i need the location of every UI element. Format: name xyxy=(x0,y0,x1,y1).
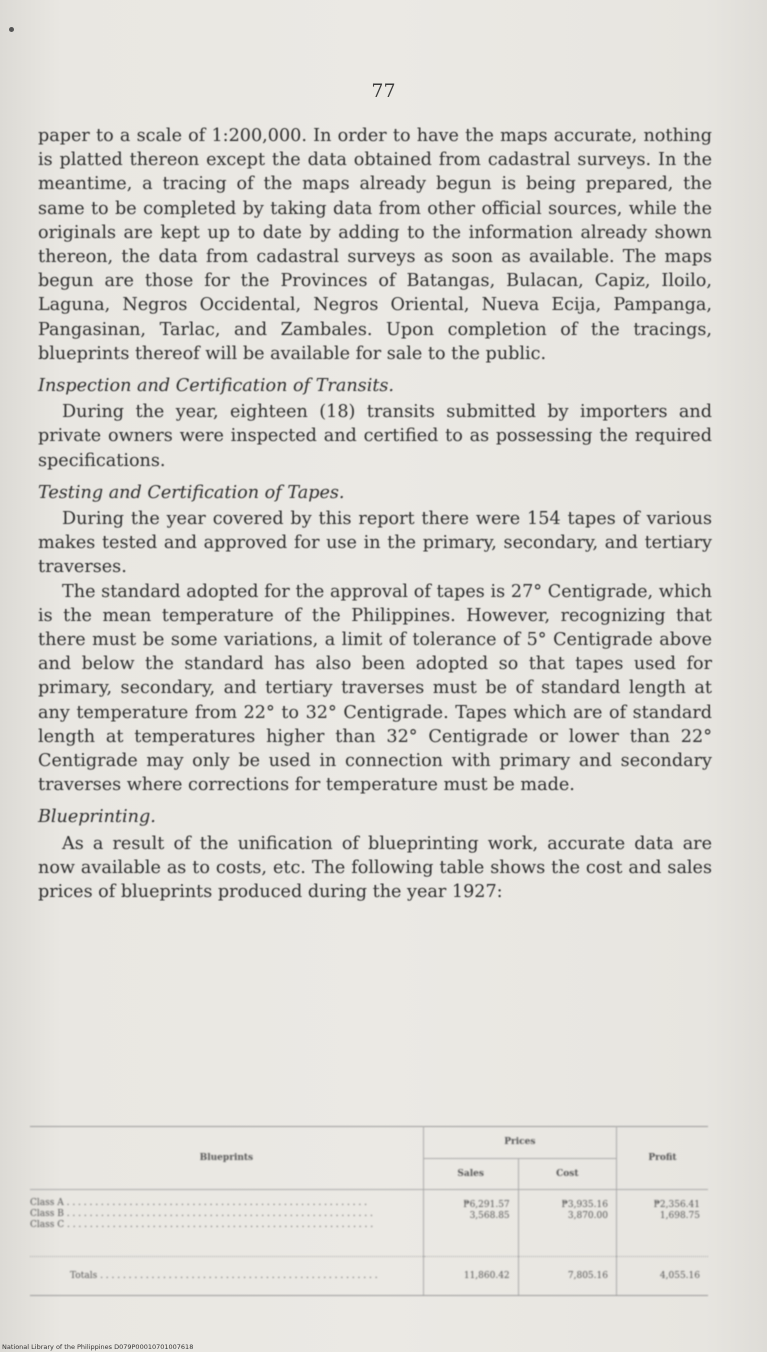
section-heading: Inspection and Certification of Transits. xyxy=(38,376,395,397)
row-label-class-b: Class B . . . . . . . . . . . . . . . . . . . . . . . . . . . . . . . . . . . . . . . . . . . . . . . . . . . . . . xyxy=(30,1209,373,1219)
header-blueprints: Blueprints xyxy=(30,1127,423,1190)
page-number: 77 xyxy=(371,80,396,102)
cell-sales-b: 3,568.85 xyxy=(469,1211,510,1221)
cell-cost-b: 3,870.00 xyxy=(567,1211,608,1221)
ink-speck xyxy=(9,27,14,32)
cell-profit-a: ₱2,356.41 xyxy=(653,1200,700,1210)
header-sales: Sales xyxy=(423,1158,518,1190)
header-profit: Profit xyxy=(648,1153,677,1163)
totals-row: Totals . . . . . . . . . . . . . . . . . . . . . . . . . . . . . . . . . . . . . . . . . . . . . . . . . 11,860.42 7,805.16 4,055.16 xyxy=(30,1257,708,1296)
total-profit: 4,055.16 xyxy=(616,1257,708,1296)
table-body-row xyxy=(30,1190,708,1257)
section-heading: Blueprinting. xyxy=(38,807,156,828)
paragraph: As a result of the unification of blueprinting work, accurate data are now available as to costs, etc. The following table shows the cost and sales prices of blueprints produced during the year 1927: xyxy=(38,833,712,903)
total-cost: 7,805.16 xyxy=(518,1257,616,1296)
total-sales: 11,860.42 xyxy=(423,1257,518,1296)
paragraph: The standard adopted for the approval of tapes is 27° Centigrade, which is the mean temperature of the Philippines. However, recognizing that there must be some variations, a limit of tolerance of 5° Centigrade above and below the standard has also been adopted so that tapes used for primary, secondary, and tertiary traverses must be of standard length at any temperature from 22° to 32° Centigrade. Tapes which are of standard length at temperatures higher than 32° Centigrade or lower than 22° Centigrade may only be used in connection with primary and secondary traverses where corrections for temperature must be made. xyxy=(38,581,712,796)
paragraph: paper to a scale of 1:200,000. In order to have the maps accurate, nothing is platted thereon except the data obtained from cadastral surveys. In the meantime, a tracing of the maps already begun is being prepared, the same to be completed by taking data from other official sources, while the originals are kept up to date by adding to the information already shown thereon, the data from cadastral surveys as soon as available. The maps begun are those for the Provinces of Batangas, Bulacan, Capiz, Iloilo, Laguna, Negros Occidental, Negros Oriental, Nueva Ecija, Pampanga, Pangasinan, Tarlac, and Zambales. Upon completion of the tracings, blueprints thereof will be available for sale to the public. xyxy=(38,126,712,364)
row-label-class-c: Class C . . . . . . . . . . . . . . . . . . . . . . . . . . . . . . . . . . . . . . . . . . . . . . . . . . . . . . xyxy=(30,1220,374,1230)
paragraph: During the year, eighteen (18) transits submitted by importers and private owners were inspected and certified to as possessing the required specifications. xyxy=(38,402,712,471)
cell-sales-a: ₱6,291.57 xyxy=(463,1200,510,1210)
totals-label: Totals xyxy=(70,1271,98,1281)
cell-profit-b: 1,698.75 xyxy=(659,1211,700,1221)
paragraph: During the year covered by this report there were 154 tapes of various makes tested and approved for use in the primary, secondary, and tertiary traverses. xyxy=(38,509,712,578)
blueprint-cost-table xyxy=(30,1126,708,1296)
row-label-class-a: Class A . . . . . . . . . . . . . . . . . . . . . . . . . . . . . . . . . . . . . . . . . . . . . . . . . . . . . xyxy=(30,1198,367,1208)
section-heading: Testing and Certification of Tapes. xyxy=(38,482,345,503)
header-cost: Cost xyxy=(518,1158,616,1190)
header-prices: Prices xyxy=(423,1127,616,1159)
body-text xyxy=(38,124,712,904)
cell-cost-a: ₱3,935.16 xyxy=(561,1200,608,1210)
library-footer: National Library of the Philippines D079P00010701007618 xyxy=(2,1343,194,1351)
